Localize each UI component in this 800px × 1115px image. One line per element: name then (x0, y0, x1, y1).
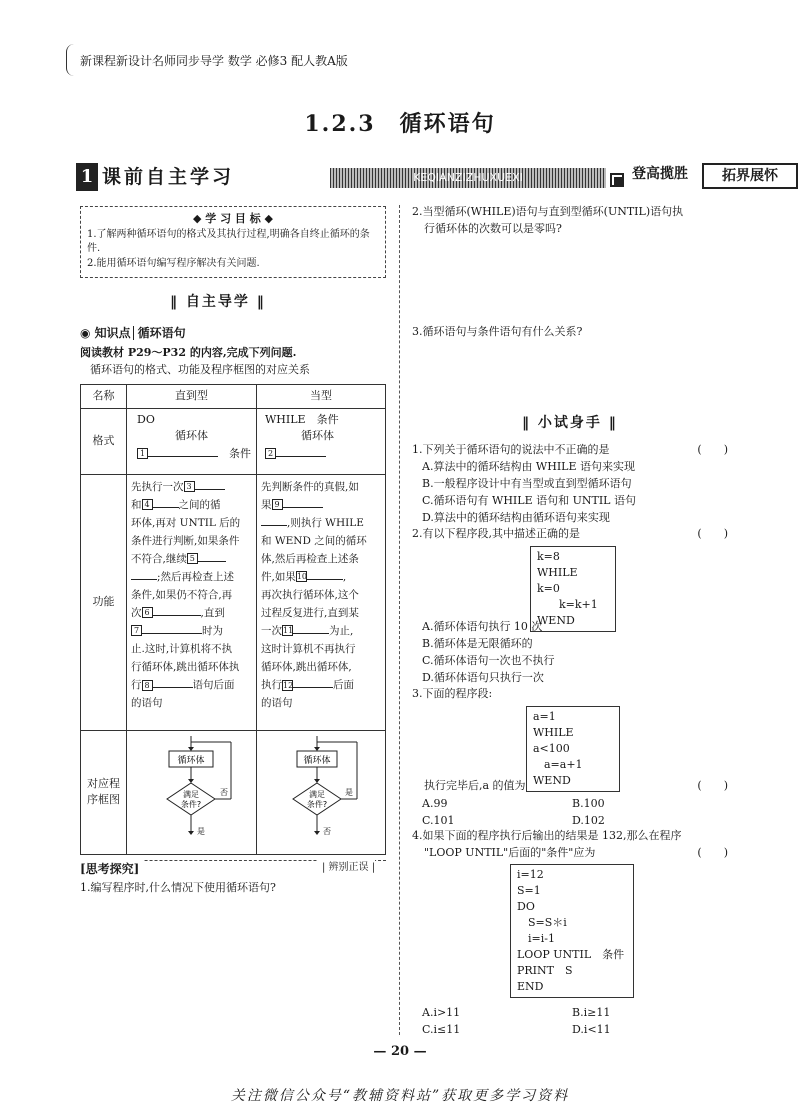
fill-blank[interactable] (293, 622, 329, 634)
until-format-cell (127, 408, 257, 474)
text: ,直到 (200, 606, 225, 619)
text: ;然后再检查上述 (157, 570, 235, 583)
footer-note: 关注微信公众号“教辅资料站”获取更多学习资料 (230, 1088, 570, 1104)
option[interactable]: D.102 (572, 814, 605, 828)
code-line: LOOP UNTIL 条件 (517, 947, 625, 961)
page-title: 1.2.3 循环语句 (304, 111, 496, 137)
banner-number: 1 (76, 163, 98, 191)
text: 先判断条件的真假,如 (261, 480, 359, 493)
code-line: WHILE 条件 (265, 412, 339, 426)
banner-title: 课前自主学习 (102, 166, 235, 188)
blank-number: 3 (184, 481, 195, 492)
fill-blank[interactable] (153, 604, 201, 616)
goal-item: 1.了解两种循环语句的格式及其执行过程,明确各自终止循环的条件. (87, 228, 370, 254)
text: 语句后面 (192, 679, 235, 692)
option[interactable]: B.一般程序设计中有当型或直到型循环语句 (422, 477, 632, 491)
option[interactable]: A.算法中的循环结构由 WHILE 语句来实现 (422, 460, 636, 473)
blank-number: 4 (142, 499, 153, 510)
problem-1-options (422, 458, 636, 526)
fill-blank[interactable] (276, 445, 326, 457)
code-line: k=k+1 (537, 597, 598, 611)
self-study-heading: ‖ 自主导学 ‖ (170, 294, 266, 310)
header-until: 直到型 (127, 385, 257, 409)
code-line: WEND (533, 773, 571, 787)
text: "LOOP UNTIL"后面的"条件"应为 (424, 845, 596, 859)
text: 执行完毕后,a 的值为 (424, 779, 526, 792)
code-line: S=1 (517, 883, 541, 897)
answer-paren: ( ) (697, 443, 728, 456)
text: 一次 (261, 624, 282, 637)
text: 止.这时,计算机将不执 (131, 642, 233, 655)
until-function-cell (127, 474, 257, 730)
option[interactable]: A.99 (422, 797, 448, 810)
page-number: — 20 — (373, 1044, 427, 1059)
problem-4-stem (412, 828, 728, 861)
code-line: WHILE a<100 (533, 725, 585, 755)
problem-2-options (422, 618, 555, 686)
option[interactable]: C.101 (422, 814, 455, 828)
text: 次 (131, 606, 142, 619)
fill-blank[interactable] (261, 514, 287, 526)
code-line: a=a+1 (533, 757, 583, 771)
fill-blank[interactable] (153, 496, 179, 508)
text: 的语句 (131, 697, 163, 710)
text: 后面 (333, 679, 354, 692)
text: 不符合,继续 (131, 552, 187, 565)
problem-3-options (422, 795, 722, 829)
question-1: 1.编写程序时,什么情况下使用循环语句? (80, 881, 276, 894)
problem-3-after (424, 778, 728, 795)
text: 再次执行循环体,这个 (261, 588, 359, 601)
option[interactable]: B.循环体是无限循环的 (422, 637, 533, 651)
code-line: DO (517, 899, 535, 913)
text: 4.如果下面的程序执行后输出的结果是 132,那么在程序 (412, 829, 682, 842)
code-line: i=i-1 (517, 931, 555, 945)
option[interactable]: B.i≥11 (572, 1006, 611, 1019)
option[interactable]: A.i>11 (422, 1006, 461, 1019)
fill-blank[interactable] (195, 478, 225, 490)
problem-4-options (422, 1004, 722, 1038)
text: 为止, (329, 624, 354, 637)
text: 行 (131, 679, 142, 692)
blank-number: 11 (283, 626, 294, 636)
code-line: i=12 (517, 868, 544, 881)
fill-blank[interactable] (142, 622, 202, 634)
text: 行循环体的次数可以是零吗? (424, 221, 562, 235)
code-line: WEND (537, 613, 575, 627)
question-2 (412, 204, 728, 237)
text: 条件进行判断,如果条件 (131, 534, 240, 547)
problem-2-stem (412, 526, 728, 543)
option[interactable]: D.i<11 (572, 1023, 611, 1037)
condition-text: 条件? (306, 799, 328, 809)
text: 之间的循 (178, 498, 221, 511)
header-while: 当型 (257, 385, 386, 409)
question-3: 3.循环语句与条件语句有什么关系? (412, 325, 583, 338)
text: 2.有以下程序段,其中描述正确的是 (412, 527, 580, 540)
condition-diamond (293, 783, 341, 815)
no-label: 否 (323, 826, 331, 836)
text: 行循环体,跳出循环体执 (131, 660, 240, 673)
text: 体,然后再检查上述条 (261, 552, 359, 565)
table-caption: 循环语句的格式、功能及程序框图的对应关系 (90, 363, 310, 376)
text: 果 (261, 498, 272, 511)
function-label: 功能 (81, 474, 127, 730)
text: 的语句 (261, 697, 293, 710)
header-name: 名称 (81, 385, 127, 409)
option[interactable]: C.循环体语句一次也不执行 (422, 654, 555, 668)
code-block-4 (510, 864, 634, 998)
loop-body-text: 循环体 (303, 755, 331, 766)
while-flowchart-cell (257, 730, 386, 855)
no-label: 否 (220, 787, 228, 797)
knowledge-point (80, 324, 186, 342)
text: , (342, 570, 347, 583)
text: 和 (131, 498, 142, 511)
code-line: k=8 (537, 550, 560, 563)
yes-label: 是 (345, 787, 353, 797)
code-line: END (517, 979, 544, 993)
option[interactable]: D.循环体语句只执行一次 (422, 671, 544, 685)
chart-label: 对应程序框图 (81, 730, 127, 855)
condition-text: 条件? (180, 799, 202, 809)
loop-statement-table (80, 384, 386, 855)
fill-blank[interactable] (153, 676, 193, 688)
until-flowchart (131, 734, 251, 846)
text: 先执行一次 (131, 480, 184, 493)
fill-blank[interactable] (198, 550, 226, 562)
banner-stripe (330, 168, 606, 188)
yes-label: 是 (197, 826, 205, 836)
blank-number: 7 (131, 625, 142, 636)
blank-number: 8 (142, 680, 153, 691)
code-line: WHILE k=0 (537, 565, 589, 595)
fill-blank[interactable] (148, 445, 218, 457)
learning-goals-box (80, 206, 386, 278)
banner-tag-2: 拓界展怀 (702, 163, 798, 189)
text: 过程反复进行,直到某 (261, 606, 359, 619)
text: 2.当型循环(WHILE)语句与直到型循环(UNTIL)语句执 (412, 205, 684, 218)
fill-blank[interactable] (293, 676, 333, 688)
header-bracket (66, 44, 76, 76)
code-line: 循环体 (301, 429, 334, 442)
goals-title: ◆ 学 习 目 标 ◆ (192, 212, 274, 225)
code-line: 条件 (229, 446, 251, 460)
while-function-cell (257, 474, 386, 730)
code-line: DO (137, 412, 155, 426)
text: 环体,再对 UNTIL 后的 (131, 516, 241, 529)
fill-blank[interactable] (131, 568, 157, 580)
knowledge-label: ◉ 知识点 (80, 326, 131, 340)
blank-number: 9 (272, 499, 283, 510)
condition-diamond (167, 783, 215, 815)
option[interactable]: B.100 (572, 797, 605, 810)
code-line: a=1 (533, 710, 556, 723)
problem-1-stem (412, 442, 728, 459)
knowledge-topic: 循环语句 (133, 326, 186, 340)
option[interactable]: A.循环体语句执行 10 次 (422, 620, 543, 633)
problem-3-stem: 3.下面的程序段: (412, 687, 493, 700)
blank-number: 12 (283, 680, 294, 690)
running-header: 新课程新设计名师同步导学 数学 必修3 配人教A版 (80, 54, 348, 68)
while-format-cell (257, 408, 386, 474)
code-line: S=S＊i (517, 915, 567, 929)
answer-paren: ( ) (697, 845, 728, 859)
text: 时为 (202, 624, 223, 637)
blank-number: 5 (187, 553, 198, 564)
option[interactable]: C.i≤11 (422, 1023, 461, 1037)
answer-paren: ( ) (697, 527, 728, 540)
text: 执行 (261, 679, 282, 692)
fill-blank[interactable] (283, 496, 323, 508)
section-banner (76, 163, 778, 191)
banner-pinyin: KEQIANZIZHUXUEXI (413, 171, 523, 184)
until-flowchart-cell (127, 730, 257, 855)
format-label: 格式 (81, 408, 127, 474)
think-title: [思考探究] (80, 860, 143, 878)
text: 1.下列关于循环语句的说法中不正确的是 (412, 443, 610, 456)
square-fill-icon (614, 177, 624, 187)
blank-number: 6 (142, 607, 153, 618)
column-divider (399, 205, 400, 1035)
fill-blank[interactable] (307, 568, 343, 580)
goal-item: 2.能用循环语句编写程序解决有关问题. (87, 257, 260, 269)
option[interactable]: D.算法中的循环结构由循环语句来实现 (422, 511, 610, 525)
answer-paren: ( ) (697, 779, 728, 792)
condition-text: 满足 (183, 789, 199, 799)
code-line: PRINT S (517, 963, 573, 977)
blank-number: 1 (137, 448, 148, 459)
banner-tag-1: 登高揽胜 (632, 166, 688, 182)
reading-instruction: 阅读教材 P29～P32 的内容,完成下列问题. (80, 346, 297, 359)
text: 条件,如果仍不符合,再 (131, 588, 233, 601)
blank-number: 10 (296, 572, 308, 582)
text: 循环体,跳出循环体, (261, 660, 352, 673)
text: 件,如果 (261, 570, 296, 583)
text: ,则执行 WHILE (287, 516, 364, 529)
option[interactable]: C.循环语句有 WHILE 语句和 UNTIL 语句 (422, 494, 636, 508)
loop-body-text: 循环体 (177, 755, 205, 766)
text: 这时计算机不再执行 (261, 642, 356, 655)
code-line: 循环体 (175, 429, 208, 442)
text: 和 WEND 之间的循环 (261, 534, 367, 547)
blank-number: 2 (265, 448, 276, 459)
condition-text: 满足 (309, 789, 325, 799)
while-flowchart (261, 734, 381, 846)
think-right-label: | 辨别正误 | (318, 860, 375, 875)
small-test-heading: ‖ 小试身手 ‖ (522, 415, 618, 431)
